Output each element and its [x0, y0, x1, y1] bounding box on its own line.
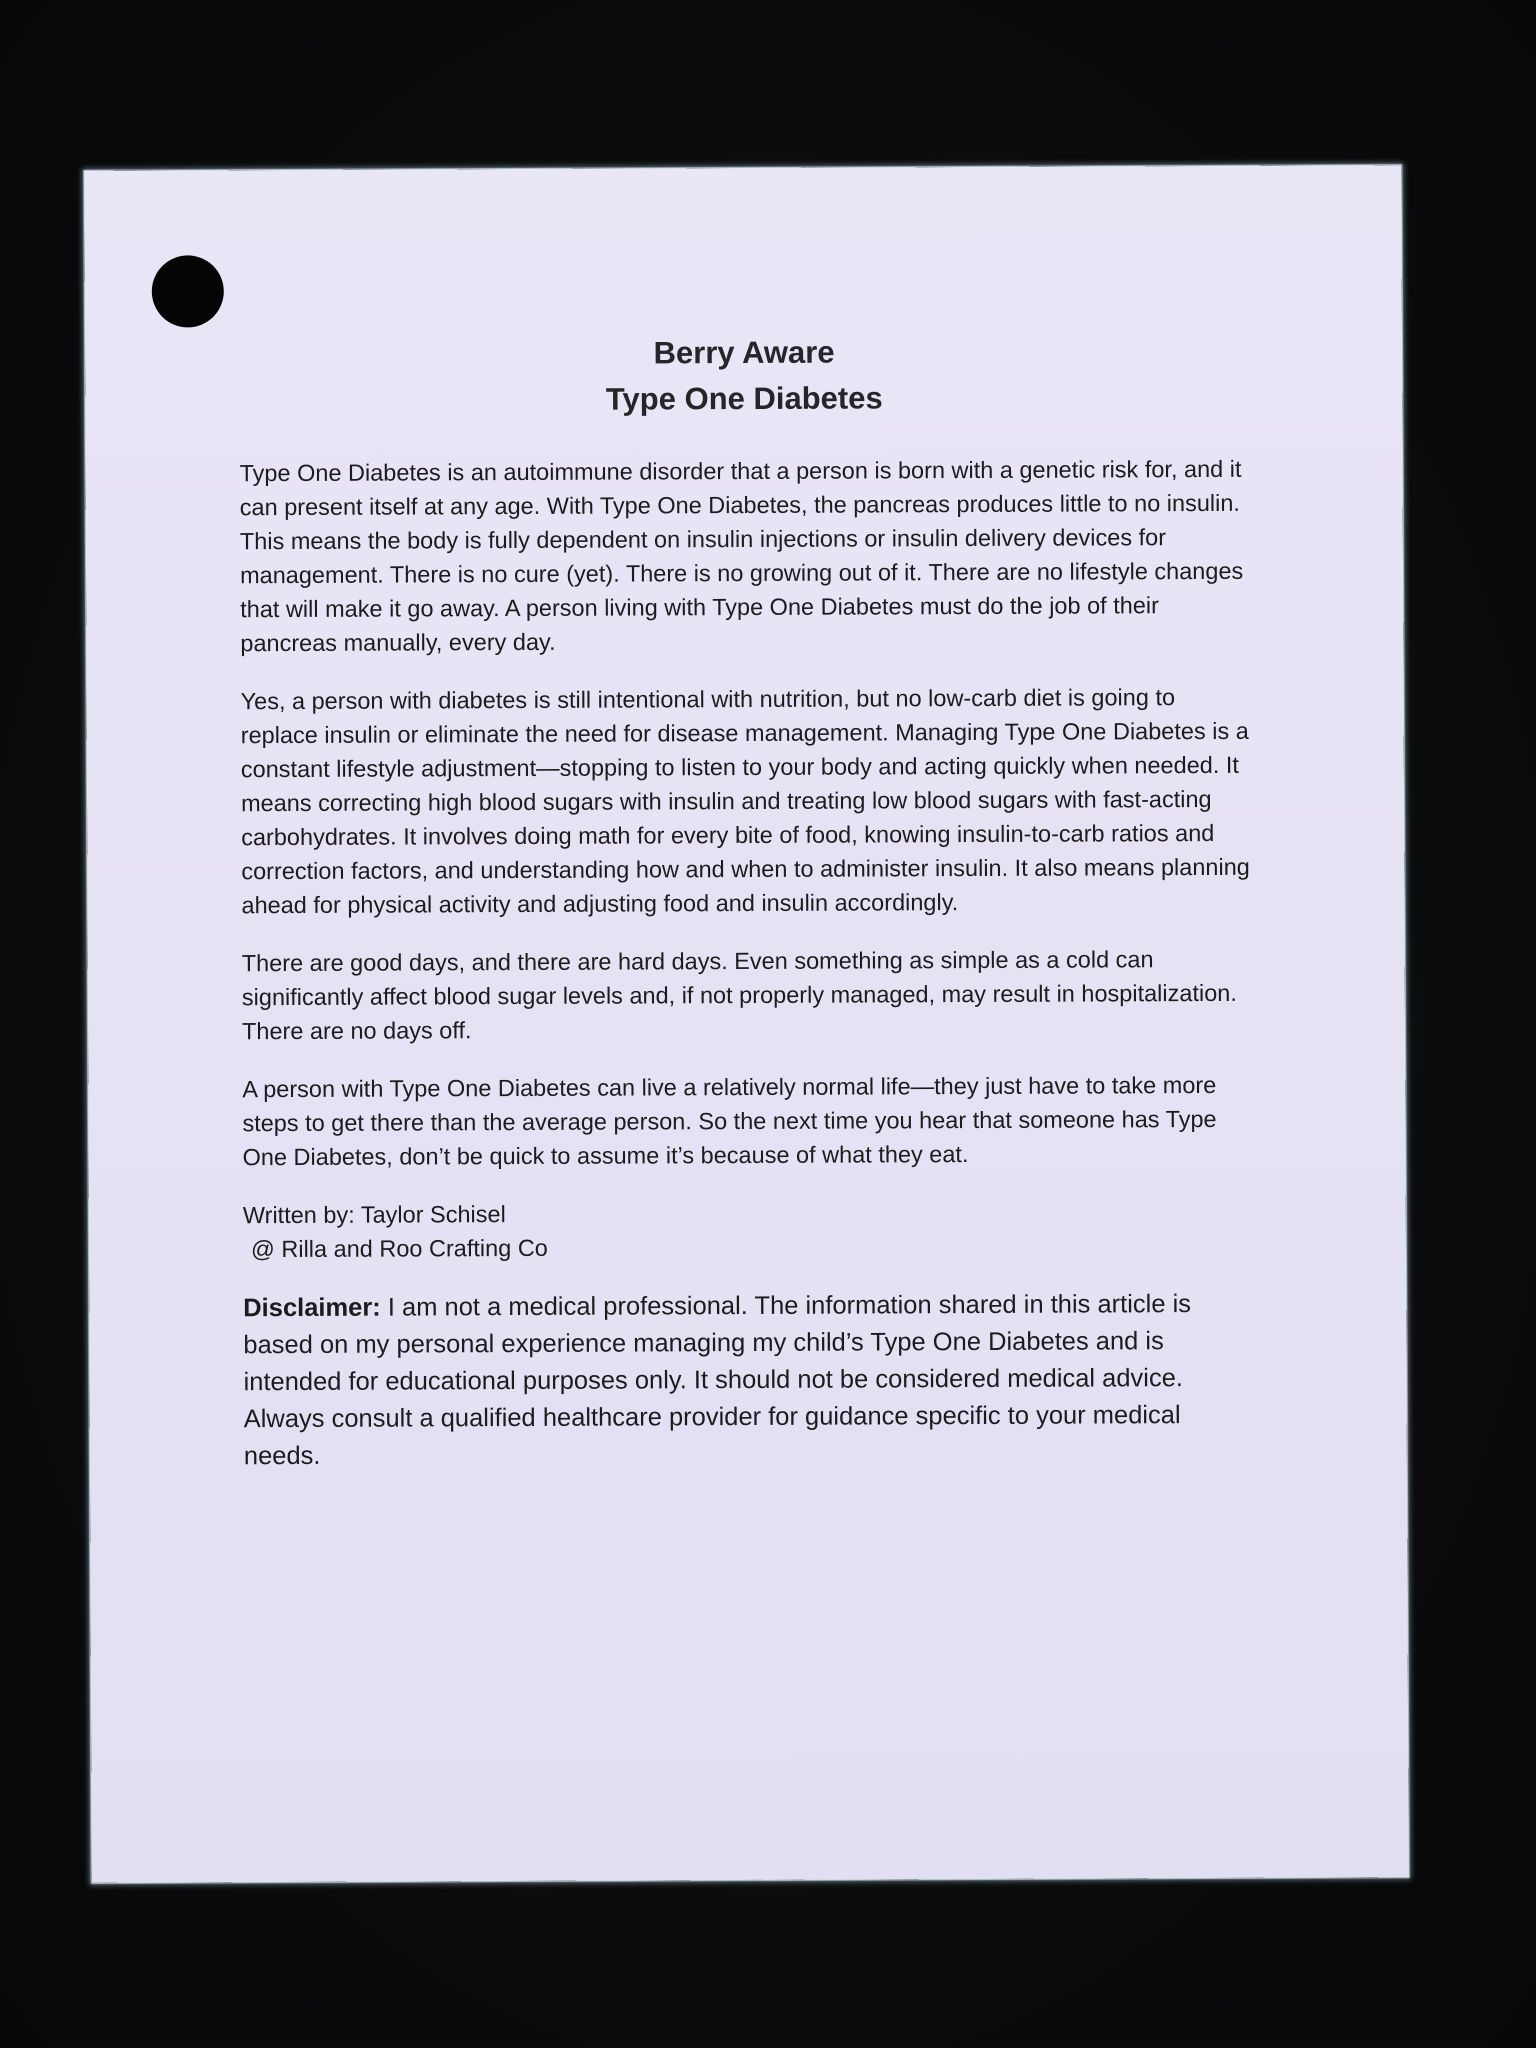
paragraph-1: Type One Diabetes is an autoimmune disorder that a person is born with a genetic risk for, and it can present itself at any age. With Type One Diabetes, the pancreas produces little to no insulin. This means the body is fully dependent on insulin injections or insulin delivery devices for management. There is no cure (yet). There is no growing out of it. There are no lifestyle changes that will make it go away. A person living with Type One Diabetes must do the job of their pancreas manually, every day.: [239, 455, 1244, 657]
author-line: Written by: Taylor Schisel: [242, 1201, 506, 1229]
disclaimer-label: Disclaimer:: [243, 1293, 381, 1323]
card-title: [239, 328, 1249, 424]
title-line-2: Type One Diabetes: [605, 380, 883, 417]
paragraph-3: There are good days, and there are hard days. Even something as simple as a cold can significantly affect blood sugar levels and, if not properly managed, may result in hospitalization. There are no days off.: [241, 946, 1237, 1045]
disclaimer: [243, 1286, 1254, 1475]
title-line-1: Berry Aware: [653, 334, 835, 371]
author-block: [243, 1194, 1253, 1266]
card-content: [239, 328, 1254, 1475]
paragraph-2: Yes, a person with diabetes is still intentional with nutrition, but no low-carb diet is going to replace insulin or eliminate the need for disease management. Managing Type One Diabetes is a constant lifestyle adjustment—stopping to listen to your body and acting quickly when needed. It means correcting high blood sugars with insulin and treating low blood sugars with fast-acting carbohydrates. It involves doing math for every bite of food, knowing insulin-to-carb ratios and correction factors, and understanding how and when to administer insulin. It also means planning ahead for physical activity and adjusting food and insulin accordingly.: [240, 684, 1250, 919]
disclaimer-text: I am not a medical professional. The information shared in this article is based on my personal experience managing my child’s Type One Diabetes and is intended for educational purposes only. It should not be considered medical advice. Always consult a qualified healthcare provider for guidance specific to your medical needs.: [243, 1290, 1192, 1471]
paragraph-4: A person with Type One Diabetes can live a relatively normal life—they just have to take more steps to get there than the average person. So the next time you hear that someone has Type One Diabetes, don’t be quick to assume it’s because of what they eat.: [242, 1071, 1217, 1171]
printed-card: [84, 165, 1408, 1883]
organization-line: @ Rilla and Roo Crafting Co: [250, 1234, 548, 1263]
punched-hole: [152, 255, 224, 327]
